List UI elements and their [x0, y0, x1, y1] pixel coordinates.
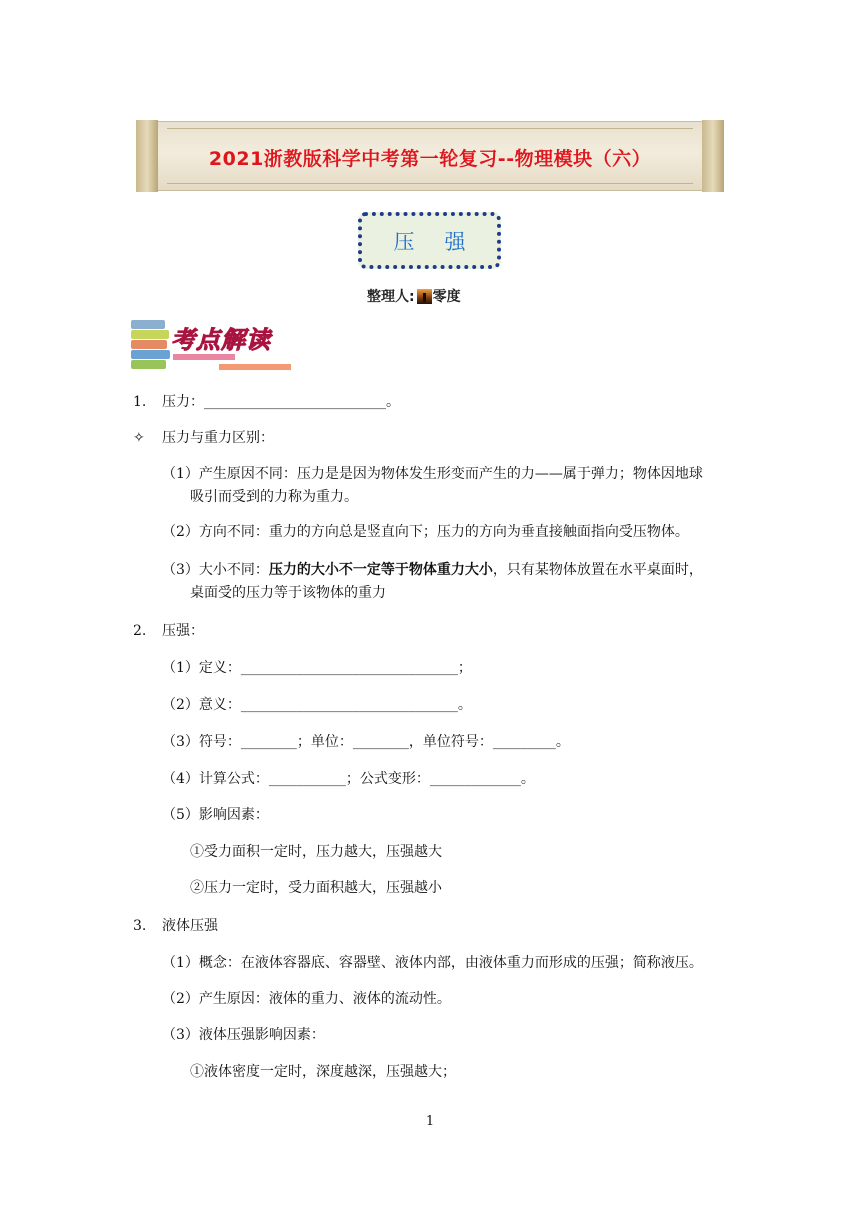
- paragraph-line: 桌面受的压力等于该物体的重力: [190, 585, 386, 601]
- document-title: 2021浙教版科学中考第一轮复习--物理模块（六）: [208, 148, 652, 170]
- organizer-label: 整理人:: [367, 289, 415, 305]
- paragraph-line: ①液体密度一定时，深度越深，压强越大；: [190, 1064, 456, 1080]
- bold-text-run: 压力的大小不一定等于物体重力大小: [268, 562, 493, 578]
- paragraph-line: （5）影响因素：: [162, 807, 269, 823]
- diamond-bullet-icon: ✧: [133, 430, 145, 446]
- paragraph-line: ②压力一定时，受力面积越大，压强越小: [190, 880, 442, 896]
- organizer-name: 零度: [432, 289, 461, 305]
- title-banner: [136, 121, 724, 191]
- paragraph-line: （2）方向不同：重力的方向总是竖直向下；压力的方向为垂直接触面指向受压物体。: [162, 524, 689, 540]
- paragraph-line: （2）意义：_______________________________。: [162, 697, 472, 713]
- sunset-icon: [417, 289, 432, 304]
- paragraph-line: （3）液体压强影响因素：: [162, 1027, 325, 1043]
- item-text: 压力：__________________________。: [162, 394, 400, 410]
- logo-bar: [219, 364, 291, 370]
- item-text: 压强：: [162, 623, 204, 639]
- text-run: ，只有某物体放置在水平桌面时，: [492, 562, 703, 578]
- item-number: 3.: [133, 918, 147, 934]
- topic-title: 压强: [393, 229, 496, 254]
- section-logo: [131, 318, 291, 374]
- books-icon: [131, 320, 171, 372]
- topic-box: [358, 212, 501, 269]
- logo-bar: [173, 354, 235, 360]
- item-number: 1.: [133, 394, 147, 410]
- paragraph-line: （3）符号：________；单位：________，单位符号：_________。: [162, 734, 570, 750]
- item-number: 2.: [133, 623, 147, 639]
- page-number: 1: [425, 1114, 435, 1129]
- text-run: （3）大小不同：: [162, 562, 269, 578]
- section-logo-text: 考点解读: [171, 326, 271, 354]
- organizer-line: [367, 286, 461, 306]
- paragraph-line: ①受力面积一定时，压力越大，压强越大: [190, 844, 442, 860]
- paragraph-line: （1）定义：_______________________________；: [162, 660, 472, 676]
- paragraph-line: （1）产生原因不同：压力是是因为物体发生形变而产生的力——属于弹力；物体因地球: [162, 466, 703, 482]
- paragraph-line: 吸引而受到的力称为重力。: [190, 489, 358, 505]
- item-text: 压力与重力区别：: [162, 430, 274, 446]
- paragraph-line: [162, 559, 703, 581]
- paragraph-line: （1）概念：在液体容器底、容器壁、液体内部，由液体重力而形成的压强；简称液压。: [162, 955, 703, 971]
- paragraph-line: （4）计算公式：___________；公式变形：_____________。: [162, 771, 535, 787]
- paragraph-line: （2）产生原因：液体的重力、液体的流动性。: [162, 991, 451, 1007]
- item-text: 液体压强: [162, 918, 218, 934]
